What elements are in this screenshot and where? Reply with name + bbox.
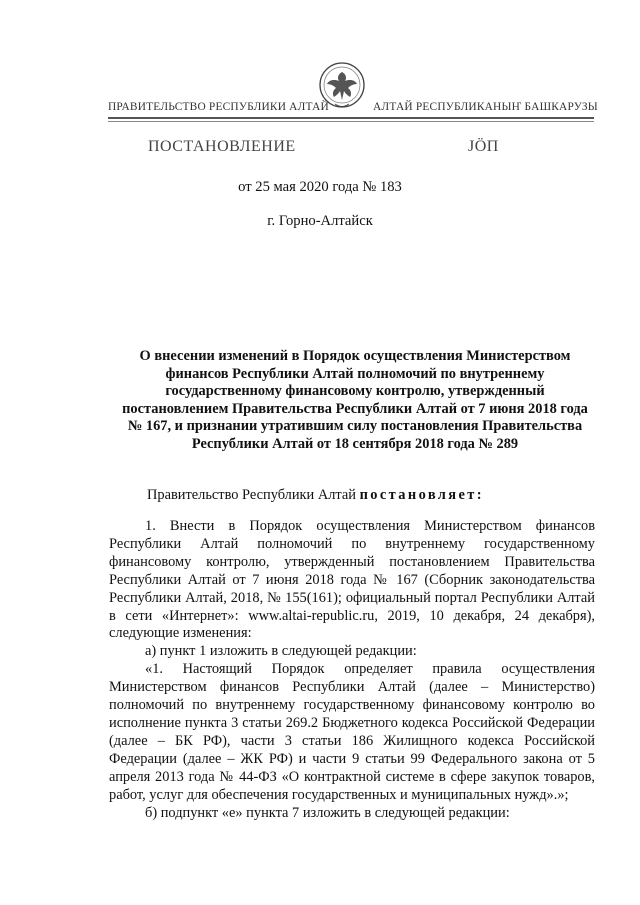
document-type-russian: ПОСТАНОВЛЕНИЕ: [148, 138, 296, 155]
document-city: г. Горно-Алтайск: [267, 213, 373, 229]
document-body: [109, 518, 595, 822]
document-date-number: от 25 мая 2020 года № 183: [238, 179, 402, 195]
paragraph-2: а) пункт 1 изложить в следующей редакции:: [145, 643, 417, 660]
document-title: О внесении изменений в Порядок осуществления Министерством финансов Республики Алтай полномочий по внутреннему государственному финансовому контролю, утвержденный постановлением Правительства Республики Алтай от 7 июня 2018 года № 167, и признании утратившим силу постановления Правительства Республики Алтай от 18 сентября 2018 года № 289: [122, 348, 588, 452]
paragraph-3: «1. Настоящий Порядок определяет правила осуществления Министерством финансов Республики Алтай (далее – Министерство) полномочий по внутреннему государственному финансовому контролю во исполнение пункта 3 статьи 269.2 Бюджетного кодекса Российской Федерации (далее – БК РФ), части 3 статьи 186 Жилищного кодекса Российской Федерации (далее – ЖК РФ) и части 9 статьи 99 Федерального закона от 5 апреля 2013 года № 44-ФЗ «О контрактной системе в сфере закупок товаров, работ, услуг для обеспечения государственных и муниципальных нужд».»;: [109, 661, 595, 803]
lead-bold: постановляет:: [359, 487, 484, 503]
lead-text: Правительство Республики Алтай: [147, 487, 360, 503]
document-type-altai: ЈӦП: [468, 138, 499, 155]
paragraph-1: 1. Внести в Порядок осуществления Министерством финансов Республики Алтай полномочий по внутреннему государственному финансовому контролю, утвержденный постановлением Правительства Республики Алтай от 7 июня 2018 года № 167 (Сборник законодательства Республики Алтай, 2018, № 155(161); официальный портал Республики Алтай в сети «Интернет»: www.altai-republic.ru, 2019, 10 декабря, 24 декабря), следующие изменения:: [109, 518, 595, 642]
resolution-lead: [147, 487, 484, 504]
government-name-russian: ПРАВИТЕЛЬСТВО РЕСПУБЛИКИ АЛТАЙ: [108, 101, 329, 113]
paragraph-4: б) подпункт «е» пункта 7 изложить в следующей редакции:: [145, 804, 510, 821]
header-divider: [108, 117, 594, 119]
header-divider-thin: [108, 121, 594, 122]
government-name-altai: АЛТАЙ РЕСПУБЛИКАНЫҤ БАШКАРУЗЫ: [373, 101, 598, 113]
